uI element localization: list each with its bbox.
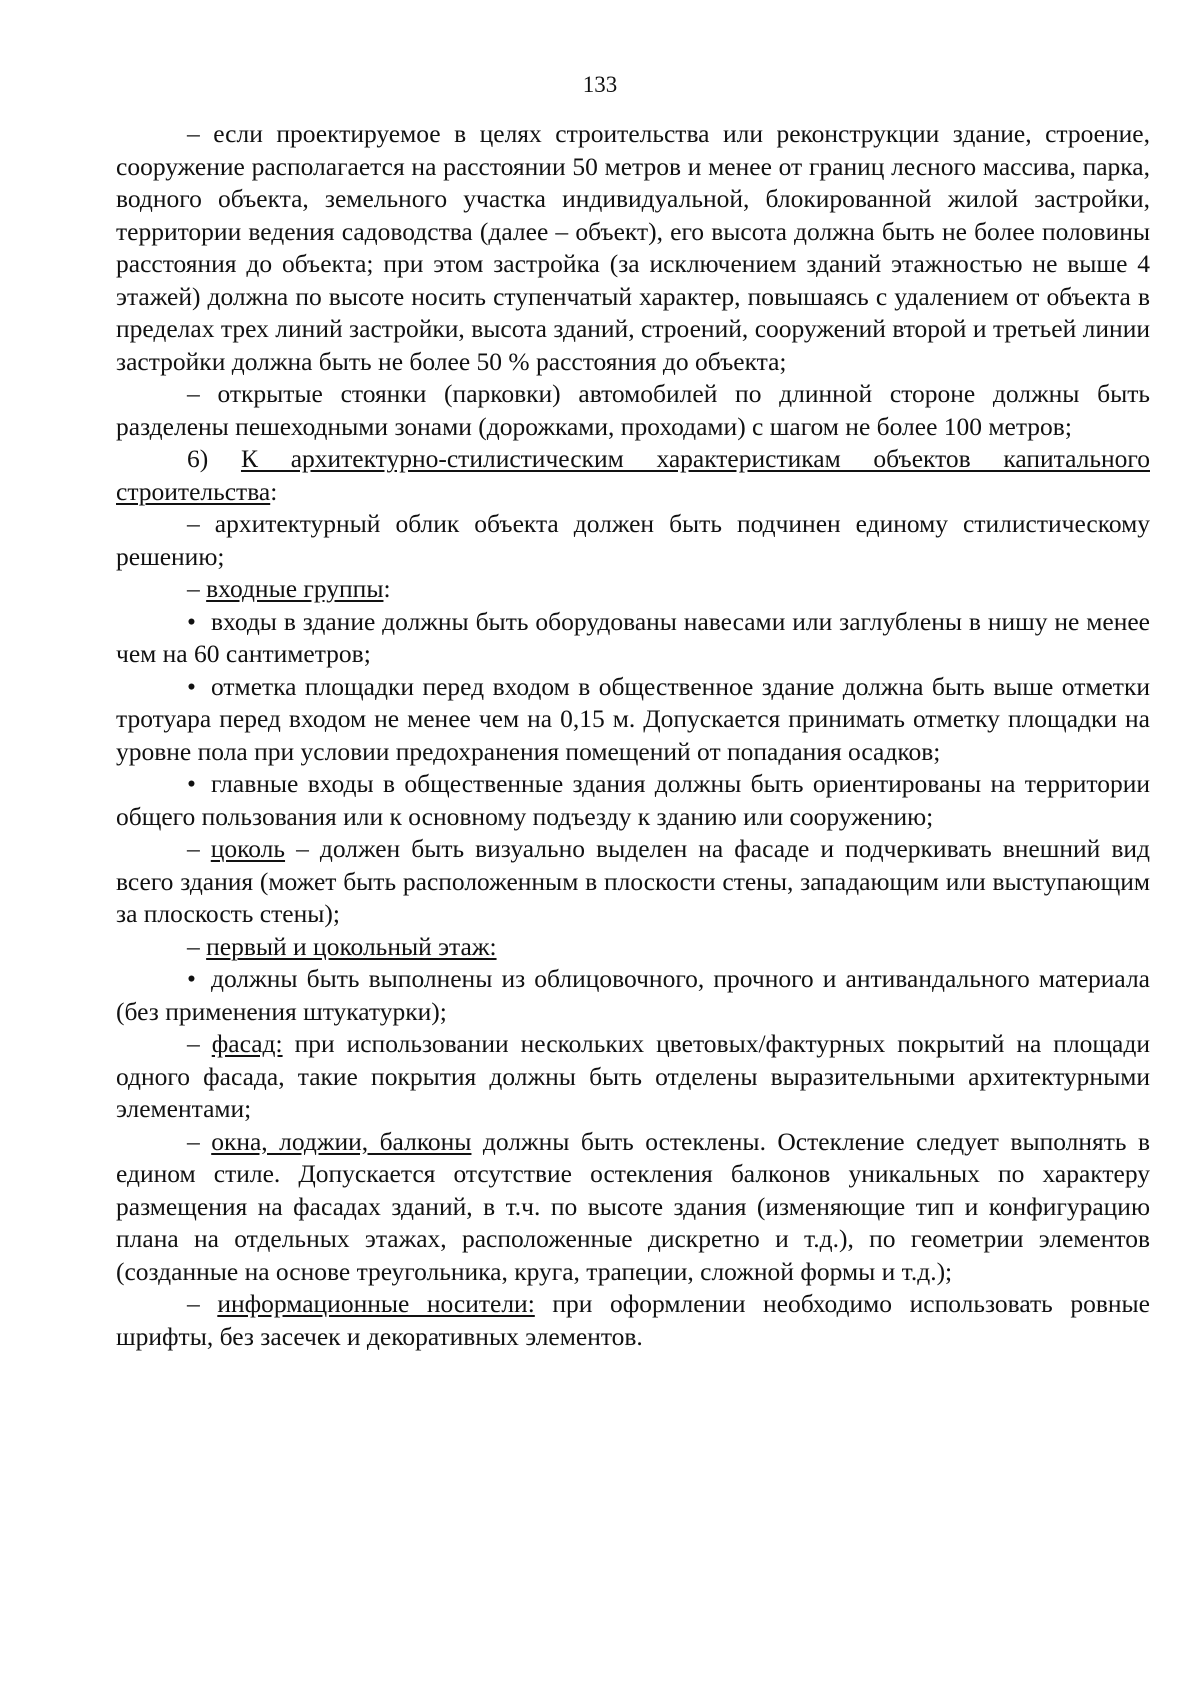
term-first-floor: первый и цокольный этаж: — [206, 931, 497, 961]
document-body — [116, 118, 1150, 1353]
paragraph-first-floor — [116, 931, 1150, 964]
dash: – — [187, 1289, 218, 1318]
bullet-text: должны быть выполнены из облицовочного, прочного и антивандального материала (без применения штукатурки); — [116, 964, 1150, 1026]
paragraph-text: – должен быть визуально выделен на фасаде и подчеркивать внешний вид всего здания (может быть расположенным в плоскости стены, западающим или выступающим за плоскость стены); — [116, 834, 1150, 928]
dash: – — [187, 1126, 212, 1156]
paragraph-appearance: – архитектурный облик объекта должен быть подчинен единому стилистическому решению; — [116, 509, 1150, 571]
bullet-text: главные входы в общественные здания должны быть ориентированы на территории общего пользования или к основному подъезду к зданию или сооружению; — [116, 769, 1150, 831]
bullet-item-main-entrances — [116, 768, 1150, 833]
dash: – — [187, 834, 211, 863]
bullet-text: входы в здание должны быть оборудованы навесами или заглублены в нишу не менее чем на 60 сантиметров; — [116, 606, 1150, 668]
bullet-item-platform-level — [116, 671, 1150, 769]
bullet-item-canopies — [116, 606, 1150, 671]
paragraph-entrance-groups — [116, 573, 1150, 606]
bullet-icon: • — [187, 671, 196, 701]
term-colon: : — [383, 574, 391, 603]
dash: – — [187, 931, 207, 961]
paragraph-text: при оформлении необходимо использовать ровные шрифты, без засечек и декоративных элементов. — [116, 1289, 1150, 1351]
paragraph-windows — [116, 1126, 1150, 1289]
paragraph-architectural-characteristics — [116, 443, 1150, 508]
bullet-item-cladding — [116, 963, 1150, 1028]
item-number: 6) — [187, 444, 241, 473]
paragraph-text: при использовании нескольких цветовых/фактурных покрытий на площади одного фасада, такие покрытия должны быть отделены выразительными архитектурными элементами; — [116, 1029, 1150, 1123]
term-facade: фасад: — [211, 1029, 283, 1058]
bullet-text: отметка площадки перед входом в общественное здание должна быть выше отметки тротуара перед входом не менее чем на 0,15 м. Допускается принимать отметку площадки на уровне пола при условии предохранения помещений от попадания осадков; — [116, 671, 1150, 766]
paragraph-information-carriers — [116, 1288, 1150, 1353]
paragraph-facade — [116, 1028, 1150, 1126]
bullet-icon: • — [187, 964, 196, 993]
page-number: 133 — [582, 72, 618, 97]
heading-colon: : — [270, 476, 278, 506]
paragraph-parking: – открытые стоянки (парковки) автомобилей по длинной стороне должны быть разделены пешеходными зонами (дорожками, проходами) с шагом не более 100 метров; — [116, 379, 1150, 441]
bullet-icon: • — [187, 606, 196, 636]
dash: – — [187, 574, 207, 603]
term-entrance-groups: входные группы — [206, 574, 384, 603]
bullet-icon: • — [187, 769, 196, 798]
term-windows: окна, лоджии, балконы — [211, 1126, 472, 1156]
term-plinth: цоколь — [210, 834, 286, 863]
paragraph-plinth — [116, 833, 1150, 931]
paragraph-height-restriction: – если проектируемое в целях строительства или реконструкции здание, строение, сооружение располагается на расстоянии 50 метров и менее от границ лесного массива, парка, водного объекта, земельного участка индивидуальной, блокированной жилой застройки, территории ведения садоводства (далее – объект), его высота должна быть не более половины расстояния до объекта; при этом застройка (за исключением зданий этажностью не выше 4 этажей) должна по высоте носить ступенчатый характер, повышаясь с удалением от объекта в пределах трех линий застройки, высота зданий, строений, сооружений второй и третьей линии застройки должна быть не более 50 % расстояния до объекта; — [116, 119, 1150, 376]
term-information-carriers: информационные носители: — [217, 1289, 535, 1318]
paragraph-text: должны быть остеклены. Остекление следует выполнять в едином стиле. Допускается отсутствие остекления балконов уникальных по характеру размещения на фасадах зданий, в т.ч. по высоте здания (изменяющие тип и конфигурацию плана на отдельных этажах, расположенные дискретно и т.д.), по геометрии элементов (созданные на основе треугольника, круга, трапеции, сложной формы и т.д.); — [116, 1126, 1150, 1286]
section-heading-underlined: К архитектурно-стилистическим характеристикам объектов капитального строительства — [116, 444, 1150, 506]
dash: – — [187, 1029, 212, 1058]
